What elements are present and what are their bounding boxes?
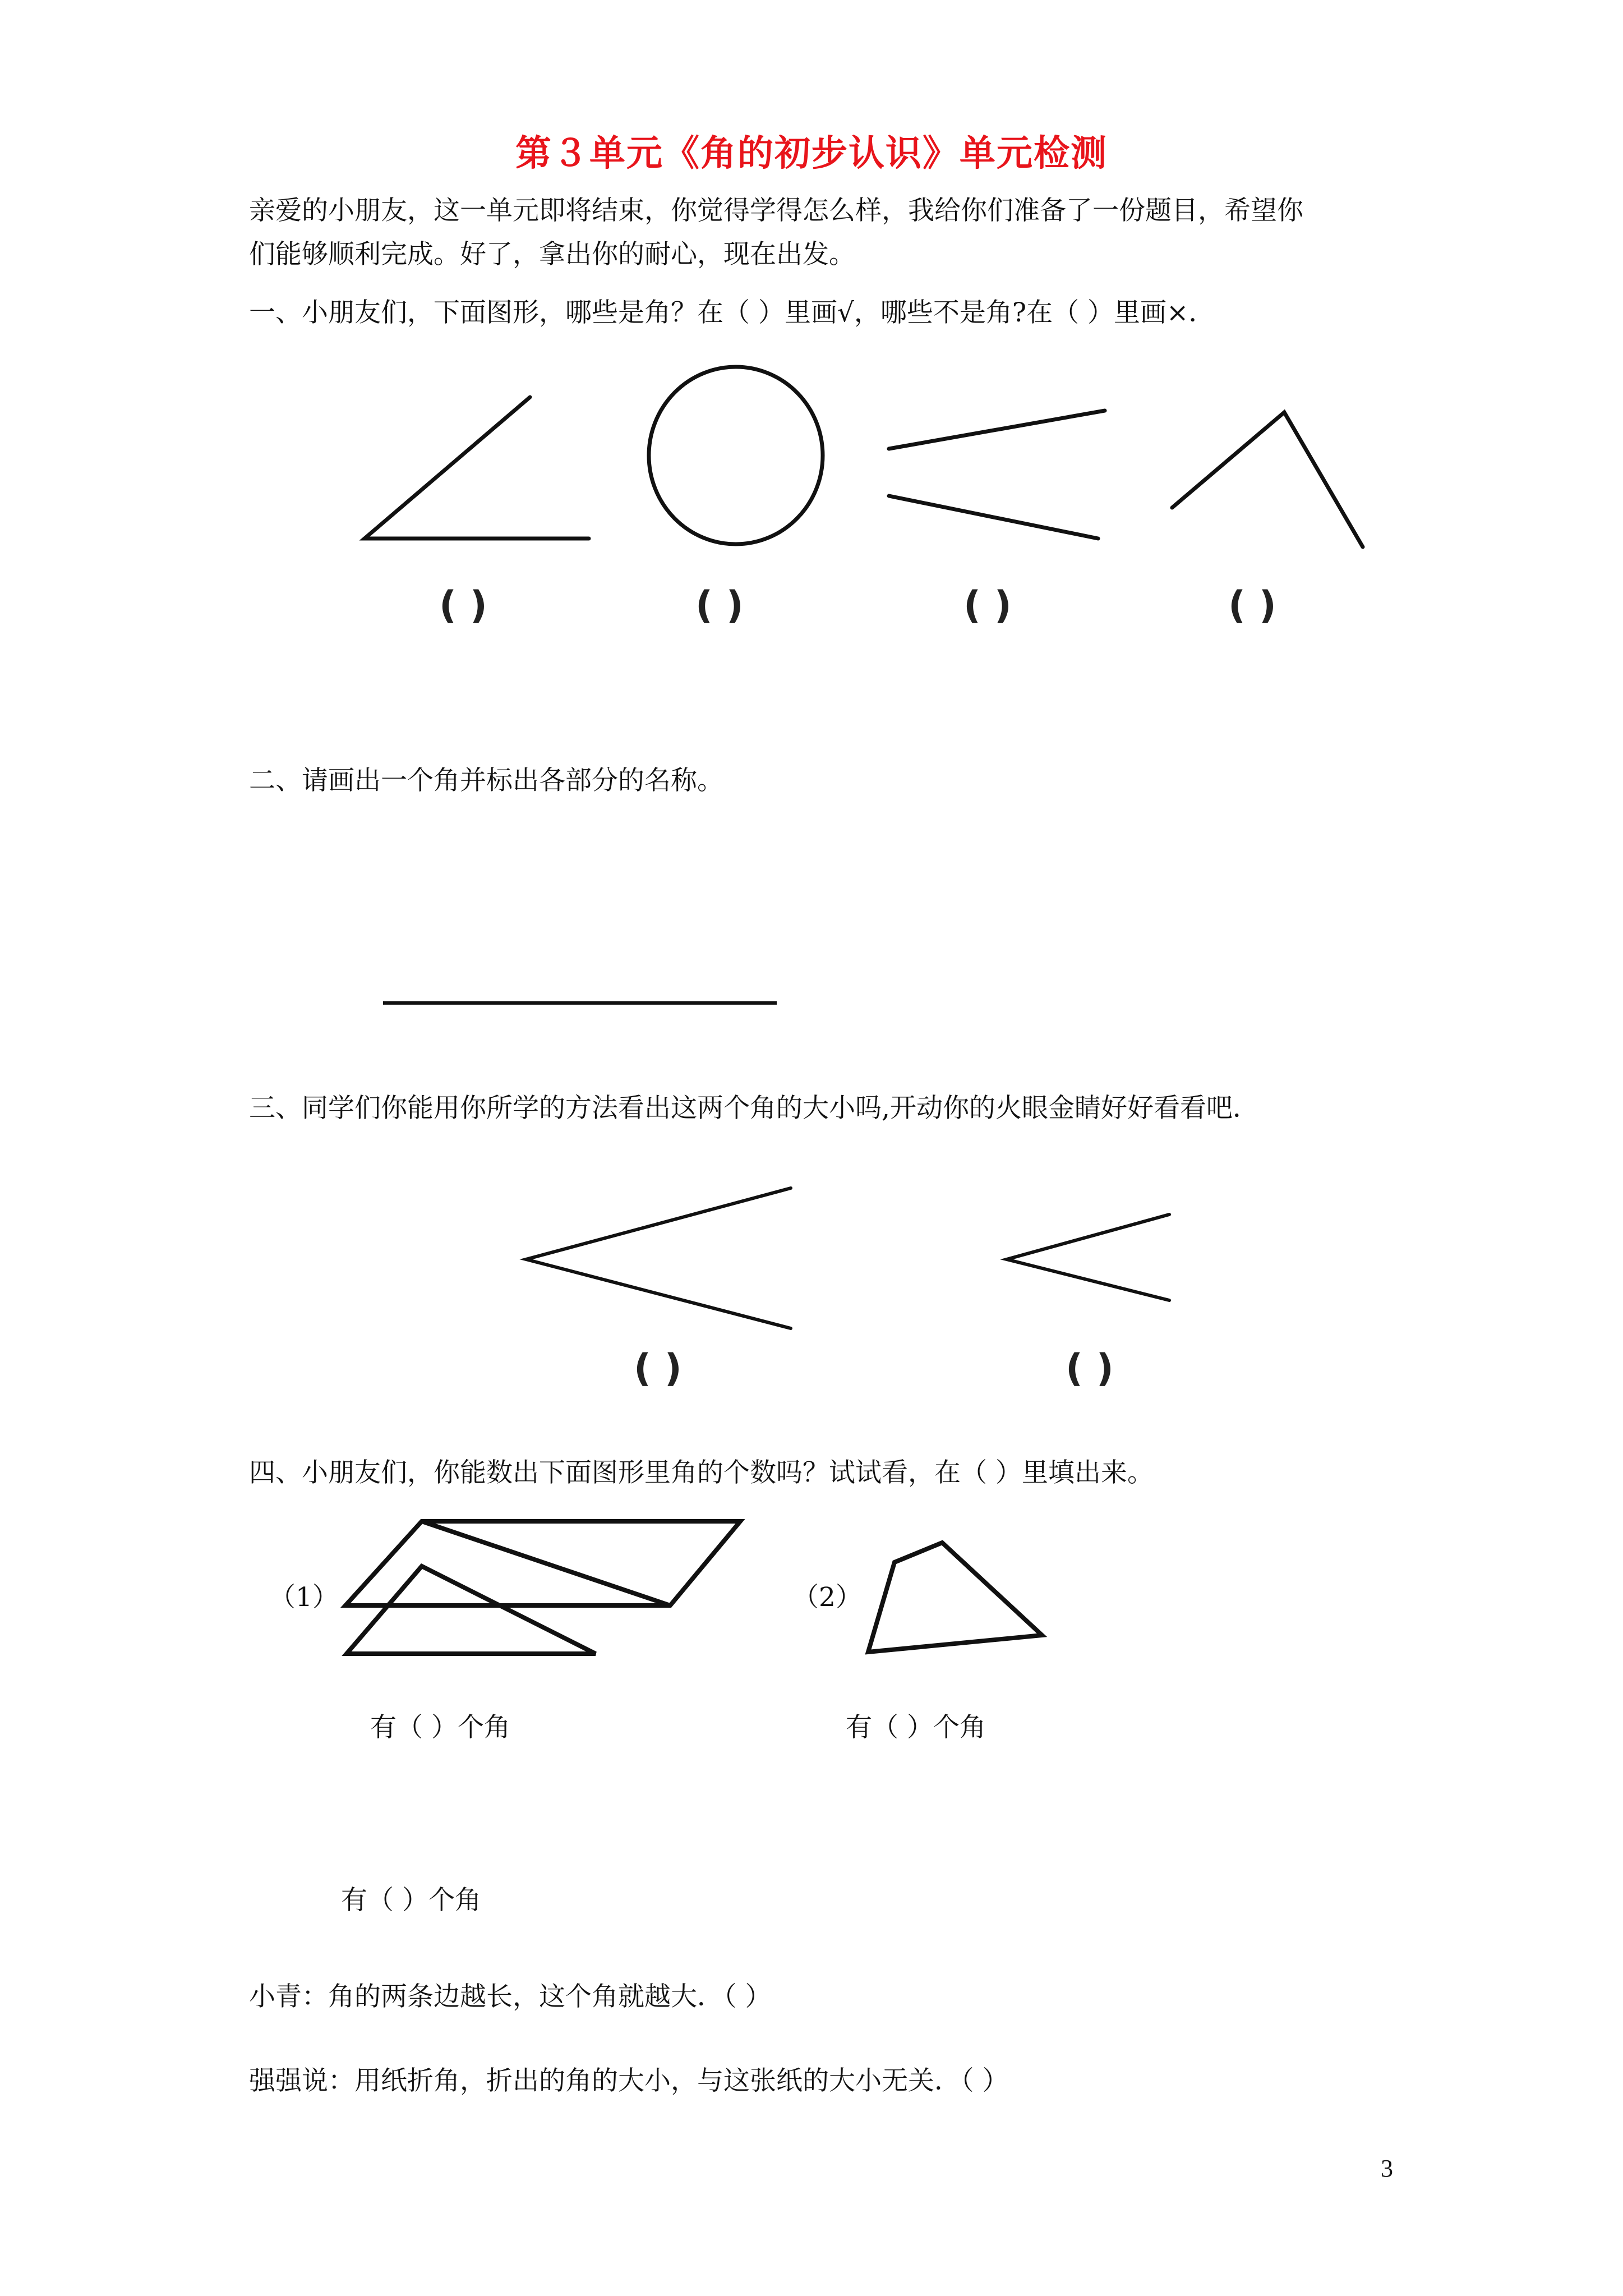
- intro-line-2: 们能够顺利完成。好了，拿出你的耐心，现在出发。: [249, 239, 855, 270]
- statement-2: 强强说：用纸折角，折出的角的大小，与这张纸的大小无关．（ ）: [249, 2065, 1009, 2096]
- q1-blank-1[interactable]: ( ): [439, 583, 487, 628]
- page-number: 3: [1381, 2155, 1393, 2182]
- figure-parallelogram-diagonal: [422, 1521, 670, 1605]
- statement-1: 小青：角的两条边越长，这个角就越大．（ ）: [249, 1981, 772, 2012]
- intro-line-1: 亲爱的小朋友，这一单元即将结束，你觉得学得怎么样，我给你们准备了一份题目，希望你: [249, 195, 1303, 226]
- answer-1-text: 有（ ）个角: [370, 1712, 510, 1743]
- q1-blank-3[interactable]: ( ): [963, 583, 1012, 628]
- figure-1-label: （1）: [269, 1582, 339, 1613]
- figure-2-label: （2）: [792, 1582, 862, 1613]
- question-3-text: 三、同学们你能用你所学的方法看出这两个角的大小吗,开动你的火眼金睛好好看看吧．: [249, 1093, 1259, 1124]
- question-2-text: 二、请画出一个角并标出各部分的名称。: [249, 765, 723, 796]
- q1-blank-2[interactable]: ( ): [695, 583, 744, 628]
- question-1-text: 一、小朋友们，下面图形，哪些是角？在（ ）里画√，哪些不是角?在（ ）里画×．: [249, 297, 1215, 328]
- q3-blank-1[interactable]: ( ): [634, 1346, 682, 1391]
- figure-triangle: [347, 1566, 596, 1654]
- q1-blank-4[interactable]: ( ): [1228, 583, 1276, 628]
- q3-blank-2[interactable]: ( ): [1066, 1346, 1114, 1391]
- answer-3-text: 有（ ）个角: [341, 1885, 481, 1916]
- question-4-text: 四、小朋友们，你能数出下面图形里角的个数吗？试试看，在（ ）里填出来。: [249, 1457, 1154, 1488]
- answer-2-text: 有（ ）个角: [846, 1712, 986, 1743]
- page-title: 第３单元《角的初步认识》单元检测: [515, 133, 1108, 174]
- figure-quadrilateral: [868, 1543, 1042, 1652]
